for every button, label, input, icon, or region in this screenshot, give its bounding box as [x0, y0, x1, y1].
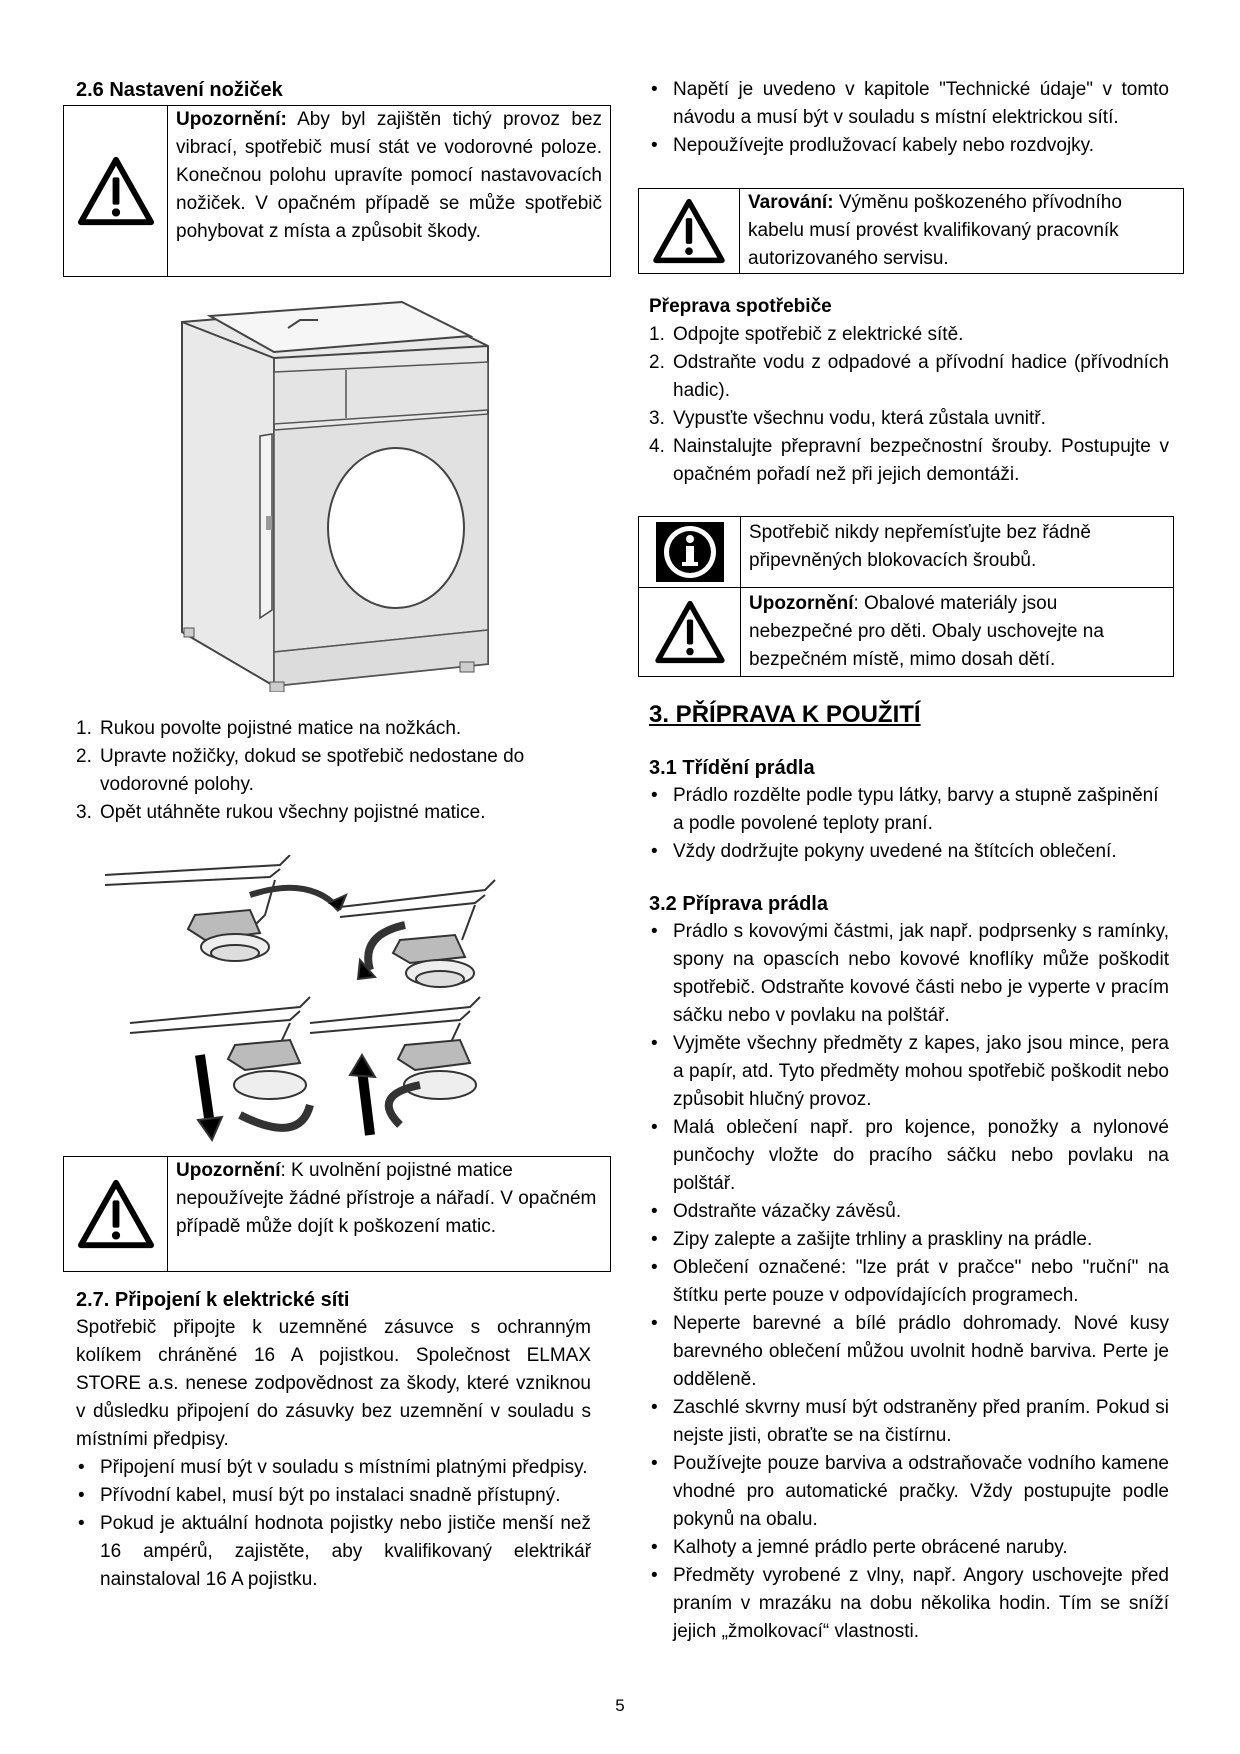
leveling-steps: [76, 715, 596, 827]
warning-text: Varování: Výměnu poškozeného přívodního kabelu musí provést kvalifikovaný pracovník autorizovaného servisu.: [748, 192, 1122, 269]
section-heading-3-2: 3.2 Příprava prádla: [649, 893, 828, 915]
transport-heading: Přeprava spotřebiče: [649, 296, 832, 317]
list-item: • Vždy dodržujte pokyny uvedené na štítcích oblečení.: [649, 838, 1169, 866]
list-item: 4. Nainstalujte přepravní bezpečnostní šrouby. Postupujte v opačném pořadí než při jejich demontáži.: [649, 436, 1169, 485]
list-item: 2. Odstraňte vodu z odpadové a přívodní hadice (přívodních hadic).: [649, 352, 1169, 401]
list-item: • Zipy zalepte a zašijte trhliny a praskliny na prádle.: [649, 1226, 1169, 1254]
foot-adjustment-illustration: [100, 855, 550, 1145]
warning-box-leveling: [63, 105, 611, 277]
bullet-list: [649, 782, 1169, 866]
list-item: • Oblečení označené: "lze prát v pračce" nebo "ruční" na štítku perte pouze v odpovídajících programech.: [649, 1254, 1169, 1310]
list-item: • Přívodní kabel, musí být po instalaci snadně přístupný.: [76, 1482, 591, 1510]
list-item: • Nepoužívejte prodlužovací kabely nebo rozdvojky.: [649, 132, 1169, 160]
list-item: • Odstraňte vázačky závěsů.: [649, 1198, 1169, 1226]
list-item: • Předměty vyrobené z vlny, např. Angory uschovejte před praním v mrazáku na dobu několika hodin. Tím se sníží jejich „žmolkovací“ vlastnosti.: [649, 1562, 1169, 1646]
transport-notice-box: [638, 516, 1174, 677]
list-item: 2. Upravte nožičky, dokud se spotřebič nedostane do vodorovné polohy.: [76, 746, 525, 795]
warning-text: Upozornění: Aby byl zajištěn tichý provoz bez vibrací, spotřebič musí stát ve vodorovné poloze. Konečnou polohu upravíte pomocí nastavovacích nožiček. V opačném případě se může spotřebič pohybovat z místa a způsobit škody.: [176, 109, 602, 242]
washing-machine-illustration: [170, 300, 510, 692]
list-item: • Pokud je aktuální hodnota pojistky nebo jističe menší než 16 ampérů, zajistěte, aby kvalifikovaný elektrikář nainstaloval 16 A pojistku.: [76, 1510, 591, 1594]
list-item: • Kalhoty a jemné prádlo perte obrácené naruby.: [649, 1534, 1169, 1562]
list-item: 1. Rukou povolte pojistné matice na nožkách.: [76, 718, 462, 739]
list-item: 3. Vypusťte všechnu vodu, která zůstala uvnitř.: [649, 408, 1046, 429]
list-item: • Prádlo rozdělte podle typu látky, barvy a stupně zašpinění a podle povolené teploty praní.: [649, 782, 1169, 838]
warning-triangle-icon: [64, 1157, 168, 1271]
list-item: • Prádlo s kovovými částmi, jak např. podprsenky s ramínky, spony na opascích nebo kovové knoflíky může poškodit spotřebič. Odstraňte kovové části nebo je vyperte v pracím sáčku nebo v povlaku na polštář.: [649, 918, 1169, 1030]
page-number: 5: [615, 1696, 625, 1715]
list-item: • Napětí je uvedeno v kapitole "Technické údaje" v tomto návodu a musí být v souladu s místní elektrickou sítí.: [649, 76, 1169, 132]
section-heading-2-7: 2.7. Připojení k elektrické síti: [76, 1289, 350, 1311]
warning-text: Upozornění: Obalové materiály jsou nebezpečné pro děti. Obaly uschovejte na bezpečném místě, mimo dosah dětí.: [749, 593, 1104, 670]
warning-triangle-icon: [639, 189, 740, 273]
bullet-list: [76, 1454, 591, 1594]
paragraph: Spotřebič připojte k uzemněné zásuvce s ochranným kolíkem chráněné 16 A pojistkou. Společnost ELMAX STORE a.s. nenese zodpovědnost za škody, které vzniknou v důsledku připojení do zásuvky bez uzemnění v souladu s místními předpisy.: [76, 1317, 591, 1450]
list-item: • Používejte pouze barviva a odstraňovače vodního kamene vhodné pro automatické pračky. Vždy postupujte podle pokynů na obalu.: [649, 1450, 1169, 1534]
warning-triangle-icon: [639, 588, 741, 676]
warning-box-cable: [638, 188, 1184, 274]
list-item: • Neperte barevné a bílé prádlo dohromady. Nové kusy barevného oblečení můžou uvolnit hodně barviva. Perte je odděleně.: [649, 1310, 1169, 1394]
list-item: • Připojení musí být v souladu s místními platnými předpisy.: [76, 1454, 591, 1482]
warning-box-locknut: [63, 1156, 611, 1272]
list-item: • Malá oblečení např. pro kojence, ponožky a nylonové punčochy vložte do pracího sáčku nebo povlaku na polštář.: [649, 1114, 1169, 1198]
list-item: • Vyjměte všechny předměty z kapes, jako jsou mince, pera a papír, atd. Tyto předměty mohou spotřebič poškodit nebo způsobit hlučný provoz.: [649, 1030, 1169, 1114]
list-item: 3. Opět utáhněte rukou všechny pojistné matice.: [76, 802, 486, 823]
chapter-heading-3: 3. PŘÍPRAVA K POUŽITÍ: [649, 701, 921, 728]
list-item: 1. Odpojte spotřebič z elektrické sítě.: [649, 324, 964, 345]
warning-triangle-icon: [64, 106, 168, 276]
warning-text: Upozornění: K uvolnění pojistné matice nepoužívejte žádné přístroje a nářadí. V opačném případě může dojít k poškození matic.: [176, 1160, 597, 1237]
info-icon: [639, 517, 741, 587]
bullet-list: [649, 76, 1169, 160]
bullet-list: [649, 918, 1169, 1646]
info-text: Spotřebič nikdy nepřemísťujte bez řádně připevněných blokovacích šroubů.: [749, 522, 1091, 571]
transport-steps: [649, 321, 1169, 489]
list-item: • Zaschlé skvrny musí být odstraněny před praním. Pokud si nejste jisti, obraťte se na čistírnu.: [649, 1394, 1169, 1450]
section-heading-2-6: 2.6 Nastavení nožiček: [76, 79, 283, 101]
section-heading-3-1: 3.1 Třídění prádla: [649, 757, 815, 779]
